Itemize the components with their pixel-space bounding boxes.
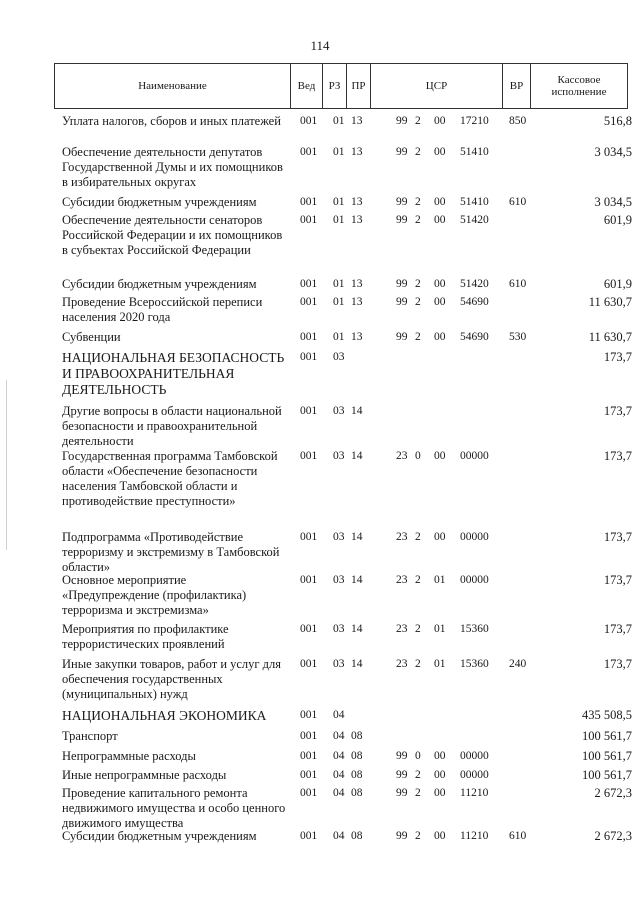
- row-t2: 2: [415, 196, 421, 208]
- row-ved: 001: [300, 196, 318, 208]
- row-t2: 2: [415, 214, 421, 226]
- row-t3: 00: [434, 750, 446, 762]
- row-ved: 001: [300, 574, 318, 586]
- row-amount: 173,7: [603, 573, 632, 587]
- row-t1: 99: [396, 787, 408, 799]
- row-t1: 99: [396, 750, 408, 762]
- row-rz: 04: [333, 750, 345, 762]
- row-t4: 51420: [460, 278, 489, 290]
- row-ved: 001: [300, 296, 318, 308]
- row-rz: 01: [333, 331, 345, 343]
- row-t4: 00000: [460, 769, 489, 781]
- row-ved: 001: [300, 750, 318, 762]
- row-ved: 001: [300, 830, 318, 842]
- row-vr: 610: [509, 278, 527, 290]
- row-t2: 0: [415, 450, 421, 462]
- row-rz: 03: [333, 658, 345, 670]
- row-amount: 601,9: [603, 213, 632, 227]
- row-t4: 15360: [460, 658, 489, 670]
- row-pr: 13: [351, 296, 363, 308]
- row-t3: 00: [434, 531, 446, 543]
- row-t1: 99: [396, 331, 408, 343]
- page-number: 114: [310, 38, 330, 53]
- row-ved: 001: [300, 351, 318, 363]
- row-amount: 100 561,7: [582, 768, 632, 782]
- row-ved: 001: [300, 214, 318, 226]
- row-pr: 14: [351, 531, 363, 543]
- row-name: Субсидии бюджетным учреждениям: [62, 277, 257, 291]
- row-amount: 173,7: [603, 449, 632, 463]
- row-t1: 99: [396, 115, 408, 127]
- row-t3: 00: [434, 278, 446, 290]
- row-t4: 00000: [460, 574, 489, 586]
- row-rz: 04: [333, 730, 345, 742]
- row-t2: 2: [415, 115, 421, 127]
- row-t4: 15360: [460, 623, 489, 635]
- row-t3: 00: [434, 830, 446, 842]
- row-amount: 3 034,5: [594, 145, 632, 159]
- row-name: Субвенции: [62, 330, 121, 344]
- row-name: Непрограммные расходы: [62, 749, 196, 763]
- row-name: Субсидии бюджетным учреждениям: [62, 195, 257, 209]
- row-amount: 173,7: [603, 622, 632, 636]
- row-name: Субсидии бюджетным учреждениям: [62, 829, 257, 843]
- row-pr: 08: [351, 830, 363, 842]
- row-amount: 435 508,5: [582, 708, 632, 722]
- row-t1: 99: [396, 278, 408, 290]
- row-t3: 00: [434, 196, 446, 208]
- row-t2: 2: [415, 787, 421, 799]
- row-ved: 001: [300, 450, 318, 462]
- row-ved: 001: [300, 769, 318, 781]
- row-t2: 2: [415, 658, 421, 670]
- row-t3: 00: [434, 146, 446, 158]
- row-pr: 08: [351, 750, 363, 762]
- row-ved: 001: [300, 730, 318, 742]
- row-pr: 13: [351, 331, 363, 343]
- row-amount: 100 561,7: [582, 729, 632, 743]
- row-t3: 00: [434, 450, 446, 462]
- row-t1: 99: [396, 769, 408, 781]
- row-t4: 11210: [460, 830, 489, 842]
- row-t1: 99: [396, 196, 408, 208]
- row-t1: 99: [396, 214, 408, 226]
- row-vr: 610: [509, 196, 527, 208]
- header-vr: ВР: [503, 64, 531, 108]
- row-pr: 13: [351, 214, 363, 226]
- row-t4: 54690: [460, 331, 489, 343]
- header-name: Наименование: [55, 64, 291, 108]
- row-ved: 001: [300, 405, 318, 417]
- scan-margin-mark: [6, 380, 7, 550]
- row-t4: 51420: [460, 214, 489, 226]
- row-rz: 03: [333, 351, 345, 363]
- row-name: Транспорт: [62, 729, 118, 743]
- row-amount: 3 034,5: [594, 195, 632, 209]
- row-t3: 00: [434, 787, 446, 799]
- row-t1: 23: [396, 658, 408, 670]
- row-amount: 516,8: [603, 114, 632, 128]
- row-pr: 13: [351, 115, 363, 127]
- row-t1: 99: [396, 830, 408, 842]
- row-name: Обеспечение деятельности сенаторов Российской Федерации и их помощников в субъектах Российской Федерации: [62, 213, 283, 257]
- row-pr: 13: [351, 196, 363, 208]
- row-t4: 51410: [460, 196, 489, 208]
- row-t4: 00000: [460, 531, 489, 543]
- row-ved: 001: [300, 658, 318, 670]
- row-vr: 240: [509, 658, 527, 670]
- row-rz: 04: [333, 830, 345, 842]
- row-pr: 08: [351, 769, 363, 781]
- row-t3: 00: [434, 769, 446, 781]
- row-ved: 001: [300, 146, 318, 158]
- row-pr: 13: [351, 278, 363, 290]
- row-t1: 99: [396, 146, 408, 158]
- row-pr: 08: [351, 787, 363, 799]
- row-amount: 173,7: [603, 350, 632, 364]
- row-pr: 14: [351, 450, 363, 462]
- row-amount: 601,9: [603, 277, 632, 291]
- row-name: Основное мероприятие «Предупреждение (профилактика) терроризма и экстремизма»: [62, 573, 247, 617]
- row-t3: 00: [434, 214, 446, 226]
- row-t3: 00: [434, 296, 446, 308]
- row-t4: 17210: [460, 115, 489, 127]
- row-rz: 03: [333, 574, 345, 586]
- row-pr: 08: [351, 730, 363, 742]
- row-pr: 14: [351, 574, 363, 586]
- row-name: НАЦИОНАЛЬНАЯ БЕЗОПАСНОСТЬ И ПРАВООХРАНИТЕЛЬНАЯ ДЕЯТЕЛЬНОСТЬ: [62, 350, 285, 397]
- row-rz: 04: [333, 787, 345, 799]
- header-pr: ПР: [347, 64, 371, 108]
- row-rz: 01: [333, 296, 345, 308]
- row-t2: 2: [415, 296, 421, 308]
- row-t3: 00: [434, 331, 446, 343]
- row-rz: 01: [333, 278, 345, 290]
- row-t1: 23: [396, 574, 408, 586]
- row-ved: 001: [300, 115, 318, 127]
- row-name: Подпрограмма «Противодействие терроризму и экстремизму в Тамбовской области»: [62, 530, 280, 574]
- row-ved: 001: [300, 331, 318, 343]
- row-t2: 2: [415, 830, 421, 842]
- row-amount: 2 672,3: [594, 786, 632, 800]
- row-vr: 610: [509, 830, 527, 842]
- row-amount: 2 672,3: [594, 829, 632, 843]
- row-t3: 01: [434, 658, 446, 670]
- row-t2: 2: [415, 531, 421, 543]
- row-t4: 11210: [460, 787, 489, 799]
- row-name: Обеспечение деятельности депутатов Государственной Думы и их помощников в избирательных округах: [62, 145, 283, 189]
- row-t1: 23: [396, 623, 408, 635]
- header-amount: Кассовое исполнение: [551, 74, 607, 98]
- row-rz: 03: [333, 623, 345, 635]
- row-t2: 2: [415, 331, 421, 343]
- row-ved: 001: [300, 787, 318, 799]
- row-name: Государственная программа Тамбовской области «Обеспечение безопасности населения Тамбовской области и противодействие преступности»: [62, 449, 278, 508]
- row-rz: 01: [333, 115, 345, 127]
- row-t3: 00: [434, 115, 446, 127]
- row-ved: 001: [300, 278, 318, 290]
- row-rz: 03: [333, 531, 345, 543]
- row-name: Иные закупки товаров, работ и услуг для обеспечения государственных (муниципальных) нужд: [62, 657, 282, 701]
- row-ved: 001: [300, 531, 318, 543]
- row-name: Иные непрограммные расходы: [62, 768, 227, 782]
- row-pr: 14: [351, 405, 363, 417]
- row-amount: 173,7: [603, 404, 632, 418]
- row-t2: 2: [415, 769, 421, 781]
- row-name: Другие вопросы в области национальной безопасности и правоохранительной деятельности: [62, 404, 282, 448]
- row-t4: 00000: [460, 450, 489, 462]
- header-ved: Вед: [291, 64, 323, 108]
- row-name: Проведение Всероссийской переписи населения 2020 года: [62, 295, 263, 324]
- row-t4: 54690: [460, 296, 489, 308]
- row-rz: 01: [333, 146, 345, 158]
- row-pr: 14: [351, 623, 363, 635]
- row-vr: 530: [509, 331, 527, 343]
- row-amount: 11 630,7: [588, 330, 632, 344]
- row-t4: 51410: [460, 146, 489, 158]
- row-name: Проведение капитального ремонта недвижимого имущества и особо ценного движимого имущества: [62, 786, 286, 830]
- row-rz: 03: [333, 450, 345, 462]
- row-t1: 23: [396, 450, 408, 462]
- row-amount: 11 630,7: [588, 295, 632, 309]
- row-amount: 100 561,7: [582, 749, 632, 763]
- row-ved: 001: [300, 709, 318, 721]
- row-t2: 0: [415, 750, 421, 762]
- row-amount: 173,7: [603, 657, 632, 671]
- row-name: Мероприятия по профилактике террористических проявлений: [62, 622, 229, 651]
- row-vr: 850: [509, 115, 527, 127]
- row-rz: 01: [333, 196, 345, 208]
- row-t2: 2: [415, 278, 421, 290]
- header-csr: ЦСР: [371, 64, 503, 108]
- row-rz: 04: [333, 709, 345, 721]
- table-header: [54, 63, 628, 109]
- row-amount: 173,7: [603, 530, 632, 544]
- row-name: Уплата налогов, сборов и иных платежей: [62, 114, 281, 128]
- row-name: НАЦИОНАЛЬНАЯ ЭКОНОМИКА: [62, 708, 267, 723]
- row-rz: 03: [333, 405, 345, 417]
- row-pr: 13: [351, 146, 363, 158]
- row-rz: 01: [333, 214, 345, 226]
- row-t1: 23: [396, 531, 408, 543]
- header-rz: РЗ: [323, 64, 347, 108]
- row-rz: 04: [333, 769, 345, 781]
- row-t3: 01: [434, 623, 446, 635]
- row-t1: 99: [396, 296, 408, 308]
- row-t2: 2: [415, 623, 421, 635]
- row-t2: 2: [415, 574, 421, 586]
- row-pr: 14: [351, 658, 363, 670]
- row-ved: 001: [300, 623, 318, 635]
- row-t4: 00000: [460, 750, 489, 762]
- row-t2: 2: [415, 146, 421, 158]
- row-t3: 01: [434, 574, 446, 586]
